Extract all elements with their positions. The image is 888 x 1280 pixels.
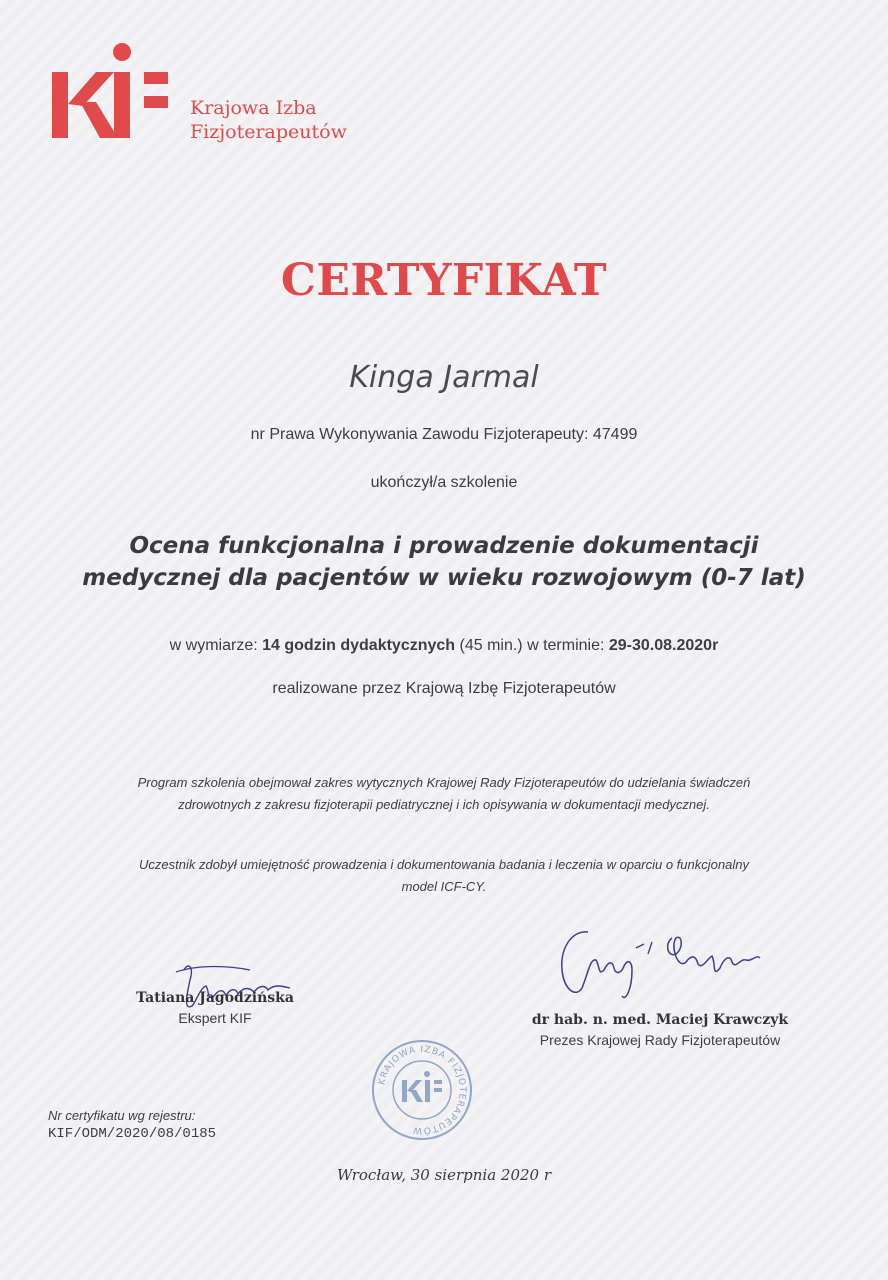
scope-hours: 14 godzin dydaktycznych — [262, 637, 456, 654]
kif-stamp-icon — [370, 1038, 474, 1142]
right-signatory-name: dr hab. n. med. Maciej Krawczyk — [531, 1012, 789, 1028]
recipient-name: Kinga Jarmal — [349, 360, 539, 395]
certificate-title: CERTYFIKAT — [280, 255, 608, 306]
program-note — [0, 772, 888, 816]
kif-logo-mark — [50, 42, 180, 142]
org-name — [190, 96, 347, 144]
right-signatory-role: Prezes Krajowej Rady Fizjoterapeutów — [539, 1032, 781, 1048]
certificate-number — [48, 1108, 216, 1142]
certificate-number-value: KIF/ODM/2020/08/0185 — [48, 1126, 217, 1142]
right-signatory — [505, 1012, 815, 1048]
organizer-line: realizowane przez Krajową Izbę Fizjoterapeutów — [272, 680, 616, 697]
right-signature-image — [552, 918, 772, 1010]
skills-note-line2: model ICF-CY. — [401, 879, 487, 894]
org-name-line1: Krajowa Izba — [190, 97, 317, 119]
skills-note-line1: Uczestnik zdobył umiejętność prowadzenia i dokumentowania badania i leczenia w oparciu o funkcjonalny — [139, 857, 749, 872]
scope-dates: 29-30.08.2020r — [608, 637, 719, 654]
left-signatory — [120, 990, 310, 1026]
program-note-line2: zdrowotnych z zakresu fizjoterapii pediatrycznej i ich opisywania w dokumentacji medycznej. — [178, 797, 710, 812]
left-signatory-role: Ekspert KIF — [178, 1010, 252, 1026]
scope-unit-note: (45 min.) w terminie: — [455, 637, 609, 654]
kif-logo — [50, 42, 370, 142]
scope-prefix: w wymiarze: — [169, 637, 263, 654]
program-note-line1: Program szkolenia obejmował zakres wytycznych Krajowej Rady Fizjoterapeutów do udzielania świadczeń — [137, 775, 751, 790]
completed-text: ukończył/a szkolenie — [370, 474, 518, 491]
left-signatory-name: Tatiana Jagodzińska — [136, 990, 294, 1006]
skills-note — [0, 854, 888, 898]
course-title-line1: Ocena funkcjonalna i prowadzenie dokumentacji — [129, 533, 759, 559]
scope-line — [0, 637, 888, 655]
course-title-line2: medycznej dla pacjentów w wieku rozwojowym (0-7 lat) — [82, 565, 806, 591]
svg-text:KRAJOWA IZBA FIZJOTERAPEUTÓW: KRAJOWA IZBA FIZJOTERAPEUTÓW — [377, 1044, 468, 1136]
certificate-number-label: Nr certyfikatu wg rejestru: — [48, 1108, 196, 1123]
place-and-date: Wrocław, 30 sierpnia 2020 r — [336, 1166, 552, 1184]
org-name-line2: Fizjoterapeutów — [190, 121, 347, 143]
course-title — [0, 530, 888, 594]
license-number-line: nr Prawa Wykonywania Zawodu Fizjoterapeuty: 47499 — [250, 426, 638, 443]
